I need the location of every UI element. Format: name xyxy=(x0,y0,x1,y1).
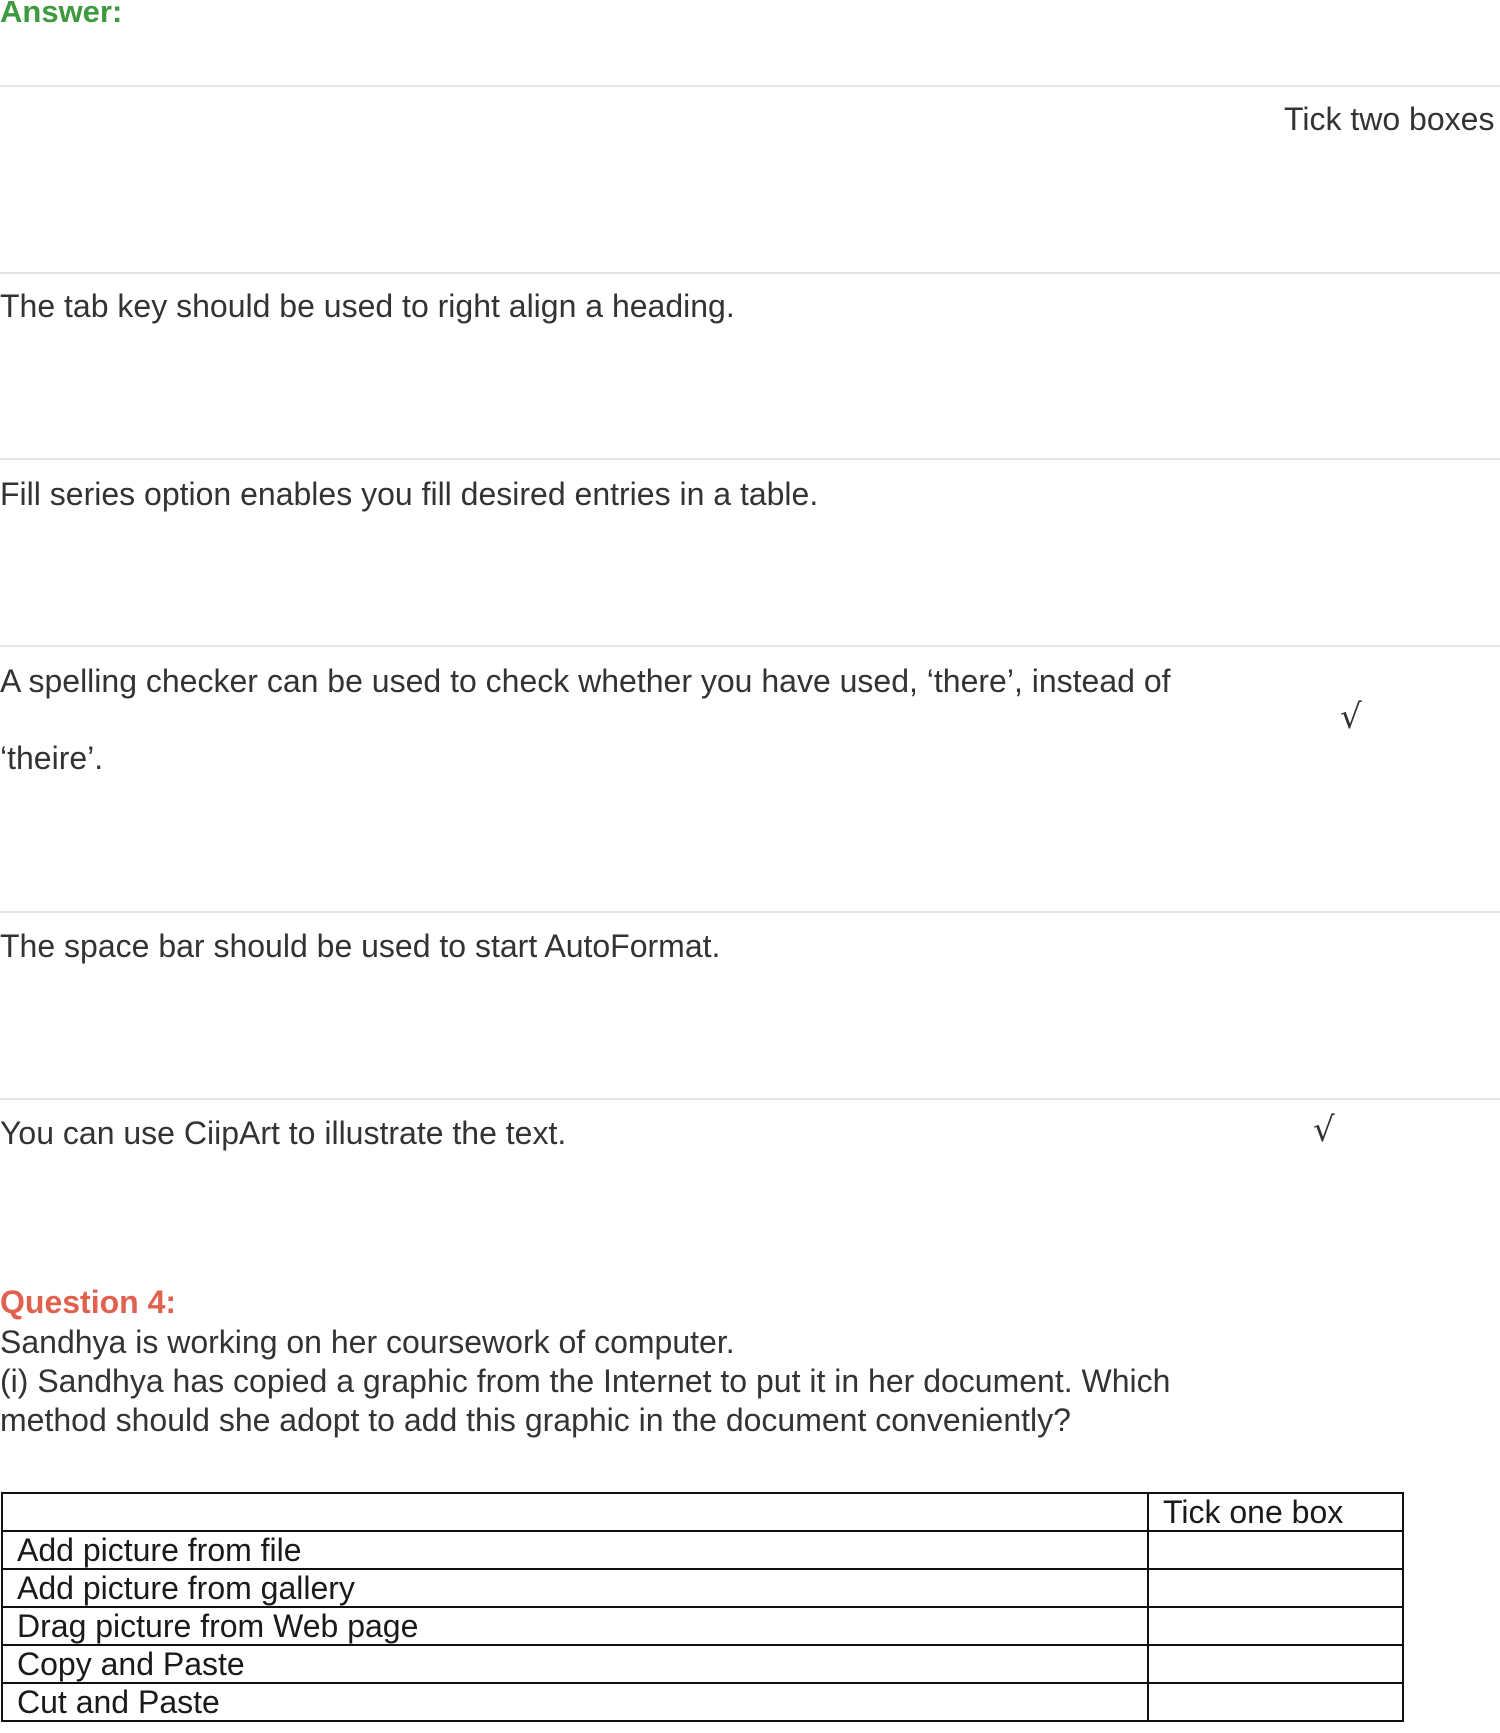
tick-box[interactable] xyxy=(1148,1531,1403,1569)
tick-box[interactable] xyxy=(1148,1645,1403,1683)
divider xyxy=(0,272,1500,274)
divider xyxy=(0,911,1500,913)
question-title: Question 4: xyxy=(0,1284,177,1320)
answer-label: Answer: xyxy=(0,0,123,29)
option-label: Copy and Paste xyxy=(2,1645,1148,1683)
statement-3: A spelling checker can be used to check whether you have used, ‘there’, instead of xyxy=(0,663,1171,699)
statement-2: Fill series option enables you fill desired entries in a table. xyxy=(0,476,819,512)
option-label: Add picture from file xyxy=(2,1531,1148,1569)
statement-3-continued: ‘theire’. xyxy=(0,740,104,776)
tick-mark: √ xyxy=(1313,1110,1335,1150)
tick-box[interactable] xyxy=(1148,1683,1403,1721)
question-line-1: Sandhya is working on her coursework of computer. xyxy=(0,1324,735,1360)
tick-mark: √ xyxy=(1340,697,1362,737)
question-line-2: (i) Sandhya has copied a graphic from the Internet to put it in her document. Which xyxy=(0,1363,1171,1399)
option-label: Add picture from gallery xyxy=(2,1569,1148,1607)
table-header-cell xyxy=(2,1493,1148,1531)
tick-two-boxes-header: Tick two boxes xyxy=(1284,101,1495,137)
statement-5: You can use CiipArt to illustrate the text. xyxy=(0,1115,567,1151)
options-table xyxy=(1,1492,1404,1722)
divider xyxy=(0,85,1500,87)
option-label: Drag picture from Web page xyxy=(2,1607,1148,1645)
table-row xyxy=(2,1645,1403,1683)
table-row xyxy=(2,1683,1403,1721)
divider xyxy=(0,1098,1500,1100)
table-row xyxy=(2,1607,1403,1645)
tick-one-box-header: Tick one box xyxy=(1148,1493,1403,1531)
divider xyxy=(0,645,1500,647)
question-line-3: method should she adopt to add this graphic in the document conveniently? xyxy=(0,1402,1071,1438)
tick-box[interactable] xyxy=(1148,1607,1403,1645)
tick-box[interactable] xyxy=(1148,1569,1403,1607)
table-row xyxy=(2,1531,1403,1569)
statement-4: The space bar should be used to start AutoFormat. xyxy=(0,928,721,964)
statement-1: The tab key should be used to right align a heading. xyxy=(0,288,735,324)
table-header-row xyxy=(2,1493,1403,1531)
table-row xyxy=(2,1569,1403,1607)
option-label: Cut and Paste xyxy=(2,1683,1148,1721)
divider xyxy=(0,458,1500,460)
